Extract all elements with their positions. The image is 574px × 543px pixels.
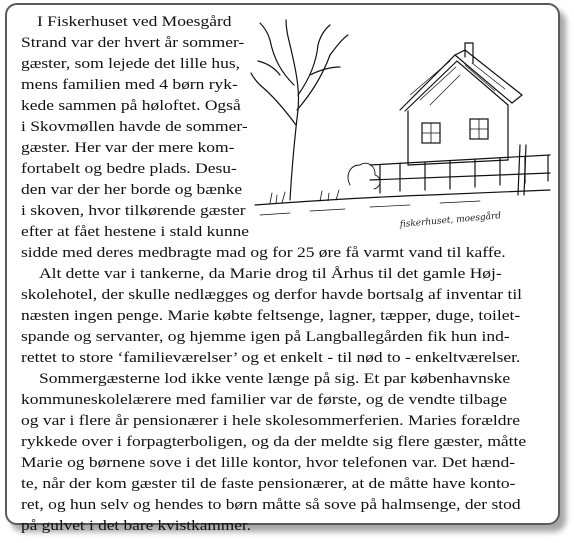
text-line: Marie og børnene sove i det lille kontor, hvor telefonen var. Det hænd-: [21, 454, 516, 471]
text-line: spande og servanter, og hjemme igen på Langballegården fik hun ind-: [21, 328, 510, 345]
text-line: Strand var der hvert år sommer-: [21, 34, 245, 51]
text-line: te, når der kom gæster til de faste pensionærer, at de måtte have konto-: [21, 475, 516, 492]
text-line: rettet to store ‘familieværelser’ og et enkelt - til nød to - enkeltværelser.: [21, 349, 521, 366]
text-line: den var der her borde og bænke: [21, 181, 243, 198]
text-line: næsten ingen penge. Marie købte feltsenge, lagner, tæpper, duge, toilet-: [21, 307, 521, 324]
text-line: Alt dette var i tankerne, da Marie drog til Århus til det gamle Høj-: [39, 265, 502, 282]
text-line: sidde med deres medbragte mad og for 25 øre få varmt vand til kaffe.: [21, 244, 506, 261]
text-line: i skoven, hvor tilkørende gæster: [21, 202, 246, 219]
text-line: i Skovmøllen havde de sommer-: [21, 118, 248, 135]
text-line: gæster. Her var der mere kom-: [21, 139, 235, 156]
text-line: rykkede over i forpagterboligen, og da der meldte sig flere gæster, måtte: [21, 433, 527, 450]
illustration-caption: fiskerhuset, moesgård: [399, 211, 502, 230]
text-line: gæster, som lejede det lille hus,: [21, 55, 241, 72]
text-line: mens familien med 4 børn ryk-: [21, 76, 238, 93]
text-line: og var i flere år pensionærer i hele skolesommerferien. Maries forældre: [21, 412, 521, 429]
text-line: kommuneskolelærere med familier var de første, og de vendte tilbage: [21, 391, 507, 408]
text-line: kede sammen på høloftet. Også: [21, 97, 241, 114]
text-line: ret, og hun selv og hendes to børn måtte så sove på halmsenge, der stod: [21, 496, 521, 513]
text-line: skolehotel, der skulle nedlægges og derfor havde bortsalg af inventar til: [21, 286, 523, 303]
fisherman-house-sketch: [250, 15, 554, 239]
text-line: I Fiskerhuset ved Moesgård: [37, 13, 232, 30]
text-line: efter at fået hestene i stald kunne: [21, 223, 249, 240]
text-line: fortabelt og bedre plads. Desu-: [21, 160, 237, 177]
text-line: på gulvet i det bare kvistkammer.: [21, 517, 251, 534]
page-frame: [5, 3, 560, 534]
text-line: Sommergæsterne lod ikke vente længe på sig. Et par københavnske: [39, 370, 511, 387]
